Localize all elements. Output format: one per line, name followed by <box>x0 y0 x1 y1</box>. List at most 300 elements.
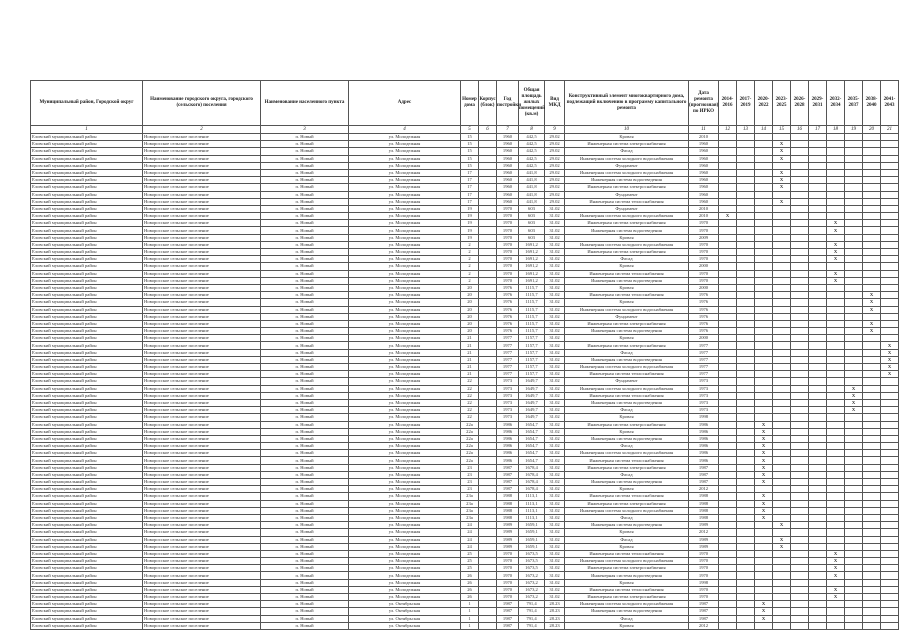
cell-element: Кровля <box>565 299 689 306</box>
cell-period <box>791 522 809 529</box>
cell-area: 441,8 <box>519 169 545 176</box>
cell-period <box>791 270 809 277</box>
cell-settlement: Новоросское сельское поселение <box>143 407 261 414</box>
cell-period <box>791 500 809 507</box>
cell-period <box>809 579 827 586</box>
cell-period <box>773 299 791 306</box>
cell-house: 20 <box>461 320 479 327</box>
cell-type: 31.02 <box>545 558 565 565</box>
cell-period <box>755 227 773 234</box>
cell-settlement: Новоросское сельское поселение <box>143 292 261 299</box>
cell-period <box>881 493 899 500</box>
cell-period <box>773 421 791 428</box>
cell-period <box>863 134 881 141</box>
cell-period: X <box>755 471 773 478</box>
cell-locality: п. Новый <box>261 313 349 320</box>
cell-element: Инженерная система электроснабжения <box>565 249 689 256</box>
cell-locality: п. Новый <box>261 134 349 141</box>
cell-date: 1987 <box>689 479 719 486</box>
cell-element: Фасад <box>565 148 689 155</box>
cell-period <box>719 184 737 191</box>
cell-period <box>791 256 809 263</box>
cell-period <box>827 500 845 507</box>
cell-period <box>809 493 827 500</box>
cell-period <box>845 608 863 615</box>
cell-period <box>719 428 737 435</box>
cell-element: Инженерная система теплоснабжения <box>565 493 689 500</box>
cell-period <box>737 134 755 141</box>
cell-locality: п. Новый <box>261 184 349 191</box>
cell-period <box>737 277 755 284</box>
cell-date: 1988 <box>689 507 719 514</box>
cell-period: X <box>845 407 863 414</box>
cell-street: ул. Молодежная <box>349 428 461 435</box>
cell-settlement: Новоросское сельское поселение <box>143 284 261 291</box>
cell-period <box>809 435 827 442</box>
cell-period <box>737 543 755 550</box>
cell-period <box>809 205 827 212</box>
cell-house: 23 <box>461 471 479 478</box>
cell-period <box>845 335 863 342</box>
cell-block <box>479 522 497 529</box>
cell-block <box>479 220 497 227</box>
cell-period <box>737 399 755 406</box>
cell-period <box>719 457 737 464</box>
cell-period <box>863 450 881 457</box>
cell-locality: п. Новый <box>261 407 349 414</box>
cell-period <box>881 328 899 335</box>
cell-period <box>845 356 863 363</box>
cell-period <box>737 270 755 277</box>
cell-element: Инженерная система электроснабжения <box>565 320 689 327</box>
cell-period <box>737 141 755 148</box>
cell-element: Инженерная система водоотведения <box>565 277 689 284</box>
cell-block <box>479 385 497 392</box>
cell-element: Инженерная система водоотведения <box>565 399 689 406</box>
cell-period <box>863 457 881 464</box>
cell-period <box>809 349 827 356</box>
cell-area: 1649,7 <box>519 378 545 385</box>
cell-district: Еловский муниципальный район <box>31 622 143 629</box>
cell-period <box>863 169 881 176</box>
cell-district: Еловский муниципальный район <box>31 500 143 507</box>
cell-period <box>863 536 881 543</box>
table-row <box>31 522 899 529</box>
cell-year: 1977 <box>497 356 519 363</box>
cell-date: 1987 <box>689 608 719 615</box>
cell-block <box>479 234 497 241</box>
cell-district: Еловский муниципальный район <box>31 169 143 176</box>
cell-settlement: Новоросское сельское поселение <box>143 371 261 378</box>
cell-period <box>791 349 809 356</box>
cell-element: Инженерная система электроснабжения <box>565 464 689 471</box>
cell-period <box>863 471 881 478</box>
table-row <box>31 320 899 327</box>
cell-period <box>863 270 881 277</box>
cell-locality: п. Новый <box>261 227 349 234</box>
cell-period: X <box>755 435 773 442</box>
cell-period <box>755 522 773 529</box>
cell-type: 29.02 <box>545 184 565 191</box>
cell-period <box>845 594 863 601</box>
cell-period <box>773 457 791 464</box>
cell-year: 1970 <box>497 270 519 277</box>
cell-type: 31.02 <box>545 428 565 435</box>
cell-locality: п. Новый <box>261 241 349 248</box>
cell-block <box>479 277 497 284</box>
cell-block <box>479 594 497 601</box>
cell-type: 31.02 <box>545 241 565 248</box>
cell-period: X <box>773 522 791 529</box>
cell-period: X <box>863 306 881 313</box>
cell-period <box>737 162 755 169</box>
cell-element: Фасад <box>565 514 689 521</box>
cell-period <box>755 565 773 572</box>
cell-street: ул. Молодежная <box>349 378 461 385</box>
cell-period <box>773 435 791 442</box>
cell-period <box>863 378 881 385</box>
cell-period <box>881 241 899 248</box>
cell-period <box>845 299 863 306</box>
cell-period <box>863 443 881 450</box>
cell-street: ул. Молодежная <box>349 148 461 155</box>
cell-period <box>773 241 791 248</box>
cell-year: 1987 <box>497 479 519 486</box>
cell-period <box>863 622 881 629</box>
cell-period <box>845 615 863 622</box>
cell-area: 1673,5 <box>519 550 545 557</box>
cell-period <box>755 349 773 356</box>
column-number: 3 <box>261 126 349 134</box>
cell-type: 31.02 <box>545 371 565 378</box>
cell-period <box>737 220 755 227</box>
column-number: 4 <box>349 126 461 134</box>
cell-period: X <box>755 615 773 622</box>
cell-area: 1691,2 <box>519 270 545 277</box>
cell-element: Инженерная система холодного водоснабжения <box>565 385 689 392</box>
cell-type: 31.02 <box>545 342 565 349</box>
cell-period <box>755 313 773 320</box>
cell-element: Инженерная система водоотведения <box>565 356 689 363</box>
cell-settlement: Новоросское сельское поселение <box>143 134 261 141</box>
cell-period <box>719 299 737 306</box>
cell-locality: п. Новый <box>261 234 349 241</box>
cell-locality: п. Новый <box>261 500 349 507</box>
cell-period <box>755 586 773 593</box>
cell-period <box>827 464 845 471</box>
cell-period <box>791 335 809 342</box>
cell-year: 1986 <box>497 457 519 464</box>
cell-element: Инженерная система теплоснабжения <box>565 457 689 464</box>
cell-period <box>791 155 809 162</box>
cell-period <box>863 572 881 579</box>
cell-period <box>827 493 845 500</box>
cell-period <box>791 205 809 212</box>
cell-period <box>719 256 737 263</box>
cell-house: 22 <box>461 392 479 399</box>
cell-locality: п. Новый <box>261 292 349 299</box>
column-number: 6 <box>479 126 497 134</box>
cell-period <box>863 421 881 428</box>
cell-date: 1989 <box>689 522 719 529</box>
cell-year: 1986 <box>497 443 519 450</box>
cell-date: 1998 <box>689 579 719 586</box>
cell-house: 22а <box>461 457 479 464</box>
table-row <box>31 169 899 176</box>
cell-period <box>809 594 827 601</box>
cell-period <box>845 558 863 565</box>
cell-block <box>479 227 497 234</box>
cell-period <box>791 407 809 414</box>
cell-period <box>719 421 737 428</box>
cell-area: 1115,7 <box>519 328 545 335</box>
cell-period <box>791 249 809 256</box>
table-row <box>31 241 899 248</box>
cell-period <box>737 414 755 421</box>
cell-type: 29.02 <box>545 177 565 184</box>
cell-district: Еловский муниципальный район <box>31 507 143 514</box>
table-row <box>31 529 899 536</box>
cell-period <box>719 320 737 327</box>
cell-date: 2010 <box>689 134 719 141</box>
cell-locality: п. Новый <box>261 486 349 493</box>
cell-street: ул. Молодежная <box>349 450 461 457</box>
cell-period <box>881 306 899 313</box>
cell-period <box>755 364 773 371</box>
cell-element: Фасад <box>565 256 689 263</box>
cell-date: 1986 <box>689 428 719 435</box>
cell-street: ул. Молодежная <box>349 399 461 406</box>
table-row <box>31 457 899 464</box>
cell-period <box>791 299 809 306</box>
cell-area: 441,8 <box>519 184 545 191</box>
cell-district: Еловский муниципальный район <box>31 277 143 284</box>
cell-date: 1960 <box>689 184 719 191</box>
cell-locality: п. Новый <box>261 514 349 521</box>
column-number: 7 <box>497 126 519 134</box>
cell-block <box>479 608 497 615</box>
cell-date: 1976 <box>689 306 719 313</box>
cell-period <box>809 141 827 148</box>
cell-type: 28.23 <box>545 615 565 622</box>
cell-date: 2000 <box>689 263 719 270</box>
cell-type: 29.02 <box>545 162 565 169</box>
cell-period <box>719 342 737 349</box>
cell-settlement: Новоросское сельское поселение <box>143 594 261 601</box>
cell-locality: п. Новый <box>261 349 349 356</box>
cell-period <box>755 241 773 248</box>
cell-period <box>863 342 881 349</box>
column-number: 2 <box>143 126 261 134</box>
cell-period <box>827 471 845 478</box>
table-row <box>31 471 899 478</box>
cell-period <box>719 198 737 205</box>
cell-period <box>863 356 881 363</box>
cell-period <box>755 378 773 385</box>
cell-period: X <box>755 608 773 615</box>
cell-district: Еловский муниципальный район <box>31 184 143 191</box>
cell-block <box>479 141 497 148</box>
cell-district: Еловский муниципальный район <box>31 213 143 220</box>
cell-block <box>479 213 497 220</box>
cell-house: 23 <box>461 486 479 493</box>
cell-block <box>479 313 497 320</box>
cell-house: 22а <box>461 421 479 428</box>
cell-date: 1970 <box>689 241 719 248</box>
cell-element: Инженерная система водоотведения <box>565 227 689 234</box>
cell-period <box>755 198 773 205</box>
cell-period <box>737 435 755 442</box>
cell-period <box>791 213 809 220</box>
cell-element: Инженерная система холодного водоснабжения <box>565 306 689 313</box>
cell-period <box>881 284 899 291</box>
cell-settlement: Новоросское сельское поселение <box>143 522 261 529</box>
cell-period <box>719 277 737 284</box>
cell-element: Кровля <box>565 335 689 342</box>
cell-block <box>479 205 497 212</box>
cell-year: 1988 <box>497 514 519 521</box>
cell-block <box>479 399 497 406</box>
cell-year: 1977 <box>497 371 519 378</box>
cell-street: ул. Молодежная <box>349 205 461 212</box>
cell-street: ул. Молодежная <box>349 284 461 291</box>
cell-period <box>755 234 773 241</box>
cell-locality: п. Новый <box>261 263 349 270</box>
cell-block <box>479 414 497 421</box>
cell-house: 19 <box>461 205 479 212</box>
cell-period <box>719 608 737 615</box>
table-row <box>31 399 899 406</box>
cell-period <box>773 313 791 320</box>
cell-locality: п. Новый <box>261 198 349 205</box>
cell-date: 2012 <box>689 486 719 493</box>
cell-district: Еловский муниципальный район <box>31 586 143 593</box>
cell-date: 1973 <box>689 378 719 385</box>
cell-period <box>719 349 737 356</box>
cell-district: Еловский муниципальный район <box>31 313 143 320</box>
cell-locality: п. Новый <box>261 565 349 572</box>
cell-period <box>809 191 827 198</box>
cell-period <box>881 141 899 148</box>
cell-locality: п. Новый <box>261 220 349 227</box>
cell-year: 1973 <box>497 385 519 392</box>
column-number: 15 <box>773 126 791 134</box>
cell-period: X <box>755 493 773 500</box>
cell-date: 2000 <box>689 335 719 342</box>
cell-type: 31.02 <box>545 277 565 284</box>
column-header: Общая площадь жилых помещений (кв.м) <box>519 81 545 126</box>
cell-year: 1970 <box>497 558 519 565</box>
cell-period <box>791 385 809 392</box>
cell-period <box>827 320 845 327</box>
cell-period <box>863 601 881 608</box>
cell-period <box>719 414 737 421</box>
cell-period <box>719 565 737 572</box>
cell-street: ул. Молодежная <box>349 579 461 586</box>
cell-period <box>773 277 791 284</box>
cell-period <box>755 543 773 550</box>
cell-period <box>881 162 899 169</box>
cell-period <box>755 155 773 162</box>
cell-period <box>773 550 791 557</box>
cell-period <box>881 594 899 601</box>
cell-period <box>809 392 827 399</box>
cell-period <box>737 378 755 385</box>
cell-area: 791,4 <box>519 608 545 615</box>
cell-period: X <box>773 169 791 176</box>
cell-street: ул. Молодежная <box>349 514 461 521</box>
cell-period <box>881 450 899 457</box>
table-row <box>31 450 899 457</box>
cell-year: 1970 <box>497 213 519 220</box>
cell-year: 1973 <box>497 407 519 414</box>
cell-settlement: Новоросское сельское поселение <box>143 227 261 234</box>
cell-period <box>809 328 827 335</box>
cell-house: 21 <box>461 342 479 349</box>
cell-period <box>845 213 863 220</box>
cell-district: Еловский муниципальный район <box>31 529 143 536</box>
cell-district: Еловский муниципальный район <box>31 615 143 622</box>
cell-period <box>881 249 899 256</box>
cell-district: Еловский муниципальный район <box>31 550 143 557</box>
cell-period <box>881 320 899 327</box>
cell-period <box>863 385 881 392</box>
cell-period <box>827 306 845 313</box>
cell-settlement: Новоросское сельское поселение <box>143 421 261 428</box>
cell-period <box>845 162 863 169</box>
cell-period <box>827 514 845 521</box>
cell-period <box>791 507 809 514</box>
cell-period <box>881 134 899 141</box>
cell-period <box>755 177 773 184</box>
cell-period <box>719 615 737 622</box>
cell-date: 1970 <box>689 227 719 234</box>
cell-house: 20 <box>461 306 479 313</box>
cell-period <box>755 622 773 629</box>
cell-period <box>737 514 755 521</box>
column-header: Адрес <box>349 81 461 126</box>
cell-period <box>791 141 809 148</box>
cell-district: Еловский муниципальный район <box>31 364 143 371</box>
cell-locality: п. Новый <box>261 270 349 277</box>
cell-period <box>773 443 791 450</box>
cell-year: 1989 <box>497 543 519 550</box>
cell-period <box>881 471 899 478</box>
cell-period <box>737 342 755 349</box>
column-number: 16 <box>791 126 809 134</box>
cell-period <box>827 522 845 529</box>
column-number: 13 <box>737 126 755 134</box>
cell-street: ул. Октябрьская <box>349 615 461 622</box>
cell-element: Инженерная система электроснабжения <box>565 141 689 148</box>
cell-period <box>863 335 881 342</box>
cell-period <box>719 241 737 248</box>
cell-period <box>827 543 845 550</box>
cell-period <box>791 443 809 450</box>
cell-period <box>773 349 791 356</box>
column-header: Муниципальный район, Городской округ <box>31 81 143 126</box>
cell-period <box>755 213 773 220</box>
cell-district: Еловский муниципальный район <box>31 579 143 586</box>
cell-period <box>737 256 755 263</box>
cell-house: 2 <box>461 270 479 277</box>
table-row <box>31 177 899 184</box>
cell-block <box>479 407 497 414</box>
cell-period <box>845 263 863 270</box>
cell-district: Еловский муниципальный район <box>31 601 143 608</box>
table-header <box>31 81 899 126</box>
cell-area: 1115,7 <box>519 320 545 327</box>
